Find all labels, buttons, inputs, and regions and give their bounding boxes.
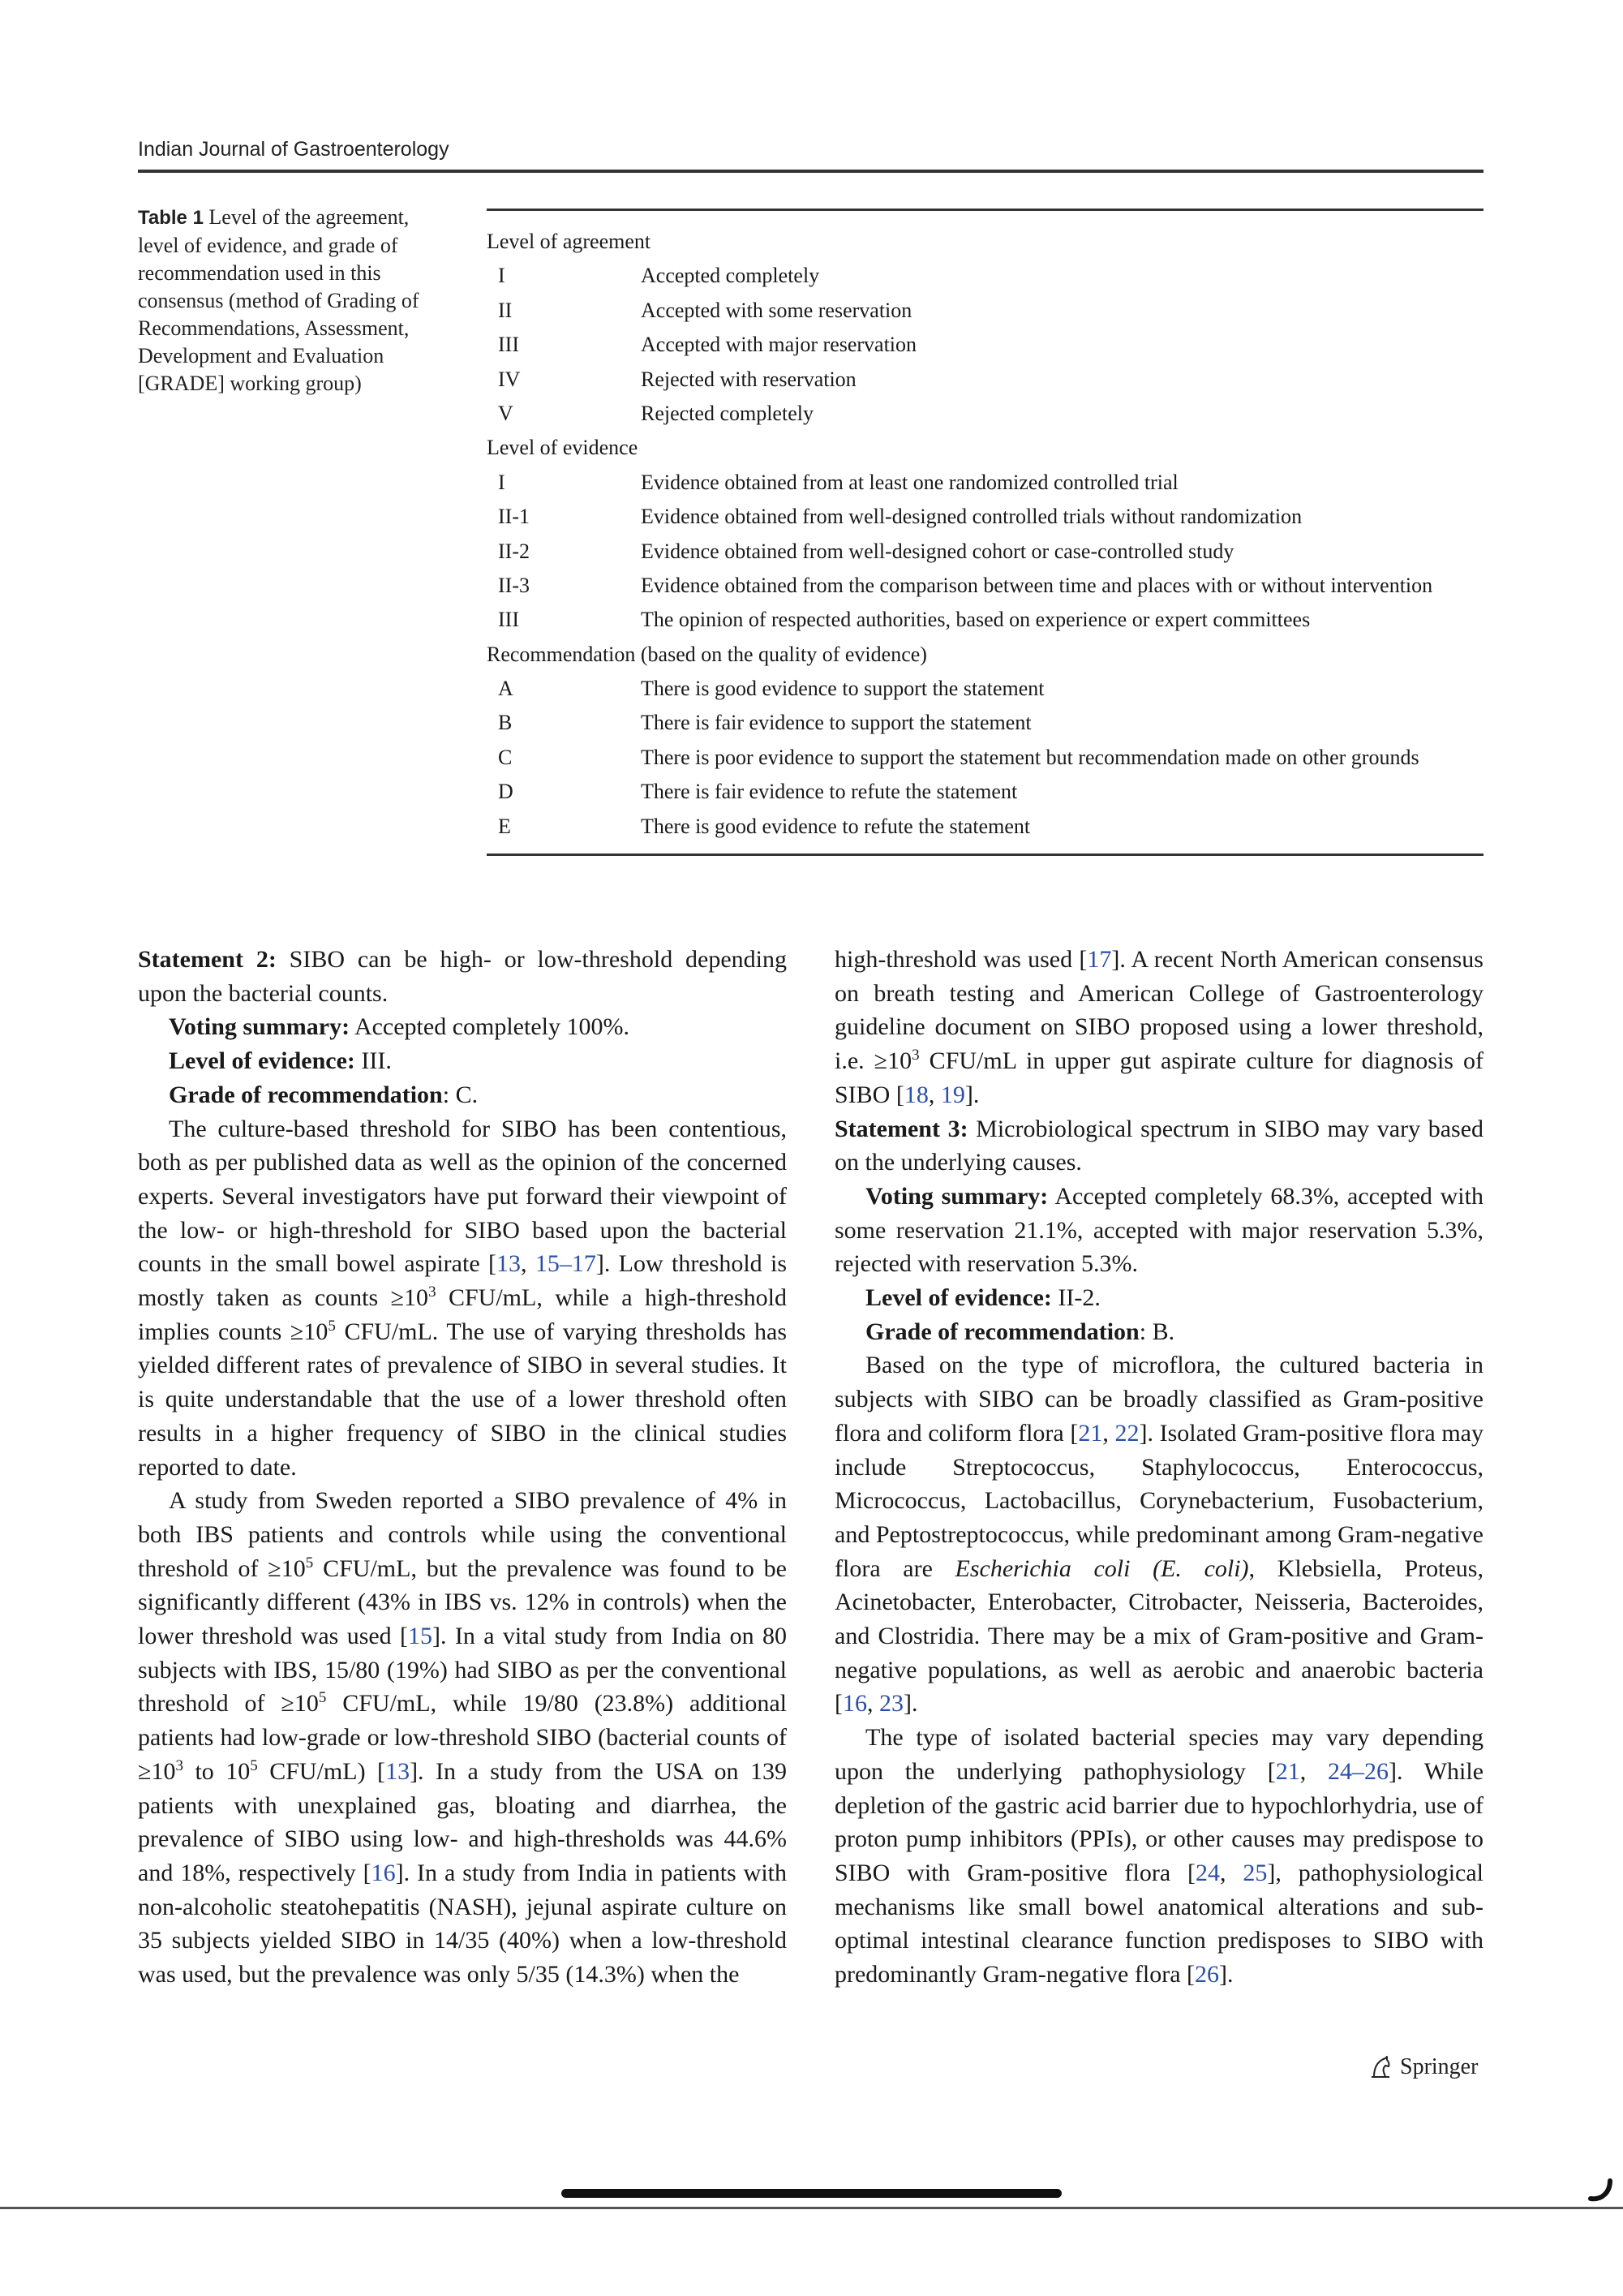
statement-text: SIBO can be high- or low-threshold depending upon the bacterial counts. (138, 946, 788, 1007)
text-run: CFU/mL) [ (257, 1757, 386, 1785)
citation-link[interactable]: 15–17 (535, 1250, 596, 1278)
body-paragraph (835, 1348, 1483, 1721)
bottom-rule (0, 2207, 1623, 2209)
table-row (487, 741, 1483, 775)
row-text: Evidence obtained from at least one randomized controlled trial (641, 470, 1179, 494)
right-column (835, 943, 1483, 1992)
row-text: The opinion of respected authorities, based on experience or expert committees (641, 608, 1311, 632)
table-row (487, 672, 1483, 706)
caption-line: recommendation used in this (138, 261, 381, 285)
publisher-mark (1368, 2054, 1478, 2080)
text-run: CFU/mL, but the prevalence was found to be significantly different (43% in IBS vs. 12% in controls) when the lower threshold was used [ (138, 1554, 787, 1650)
text-run: to 10 (182, 1757, 251, 1785)
grade-label: Grade of recommendation (865, 1318, 1140, 1345)
row-code: II-1 (498, 505, 530, 529)
text-run: ]. Isolated Gram-positive flora may include Streptococcus, Staphylococcus, Enterococcus, Micrococcus, Lactobacillus, Corynebacterium, Fusobacterium, and Peptostreptococcus, while predominant among Gram-negative flora are (835, 1419, 1483, 1582)
statement-label: Statement 2: (138, 946, 277, 973)
text-run: , (520, 1250, 535, 1278)
statement-label: Statement 3: (835, 1115, 968, 1142)
publisher-name: Springer (1400, 2054, 1479, 2079)
text-run: The type of isolated bacterial species may vary depending upon the underlying pathophysiology [ (835, 1724, 1483, 1785)
table-row (487, 259, 1483, 293)
text-run: , (928, 1081, 941, 1108)
citation-link[interactable]: 23 (879, 1690, 904, 1718)
table-row (487, 706, 1483, 740)
row-code: IV (498, 367, 521, 391)
citation-link[interactable]: 16 (371, 1859, 396, 1886)
row-code: II-3 (498, 573, 530, 597)
citation-link[interactable]: 25 (1243, 1859, 1268, 1886)
text-run: ]. (1219, 1961, 1234, 1989)
body-paragraph (138, 1112, 787, 1485)
row-text: There is poor evidence to support the statement but recommendation made on other grounds (641, 745, 1419, 769)
table-row (487, 810, 1483, 844)
voting-label: Voting summary: (169, 1013, 350, 1041)
voting-summary (835, 1180, 1483, 1281)
row-code: A (498, 677, 513, 701)
table-row (487, 500, 1483, 534)
row-text: There is fair evidence to refute the statement (641, 780, 1018, 804)
voting-label: Voting summary: (865, 1182, 1049, 1210)
grade-table (487, 209, 1483, 856)
statement-2 (138, 943, 787, 1010)
text-run: CFU/mL, while a high-threshold implies counts ≥10 (138, 1284, 787, 1345)
corner-curl-icon[interactable] (1586, 2174, 1618, 2207)
row-text: Rejected with reservation (641, 367, 857, 391)
row-code: E (498, 814, 511, 838)
citation-link[interactable]: 21 (1275, 1757, 1300, 1785)
grade-of-recommendation (138, 1078, 787, 1112)
text-run: ]. Low threshold is mostly taken as counts ≥10 (138, 1250, 788, 1312)
table-row (487, 603, 1483, 637)
level-of-evidence (138, 1044, 787, 1078)
text-run: , (1299, 1757, 1328, 1785)
section-level-of-evidence: Level of evidence (487, 436, 638, 460)
table-row (487, 775, 1483, 809)
row-text: Evidence obtained from well-designed controlled trials without randomization (641, 505, 1303, 529)
superscript: 5 (318, 1689, 327, 1707)
citation-link[interactable]: 18 (904, 1081, 929, 1108)
superscript: 5 (328, 1317, 336, 1335)
loe-text: III. (361, 1047, 392, 1075)
text-run: ]. While depletion of the gastric acid barrier due to hypochlorhydria, use of proton pump inhibitors (PPIs), or other causes may predispose to SIBO with Gram-positive flora [ (835, 1757, 1484, 1886)
row-text: Rejected completely (641, 401, 814, 425)
superscript: 3 (175, 1756, 183, 1774)
text-run: CFU/mL, while 19/80 (23.8%) additional patients had low-grade or low-threshold SIBO (bacterial counts of ≥10 (138, 1690, 788, 1785)
table-row (487, 328, 1483, 362)
voting-text: Accepted completely 100%. (354, 1013, 629, 1041)
citation-link[interactable]: 22 (1114, 1419, 1140, 1447)
superscript: 3 (912, 1047, 920, 1064)
text-run: The culture-based threshold for SIBO has been contentious, both as per published data as well as the opinion of the concerned experts. Several investigators have put forward their viewpoint of the low- or high-threshold for SIBO based upon the bacterial counts in the small bowel aspirate [ (138, 1115, 787, 1278)
grade-text: : C. (442, 1081, 479, 1108)
level-of-evidence (835, 1281, 1483, 1315)
italic-run: Escherichia coli (E. coli) (955, 1554, 1249, 1582)
table-bottom-rule (487, 853, 1483, 856)
text-run: ]. In a vital study from India on 80 subjects with IBS, 15/80 (19%) had SIBO as per the conventional threshold of ≥10 (138, 1623, 787, 1718)
row-text: Evidence obtained from well-designed cohort or case-controlled study (641, 539, 1234, 563)
text-run: CFU/mL in upper gut aspirate culture for diagnosis of SIBO [ (835, 1047, 1483, 1108)
row-text: Accepted with some reservation (641, 298, 912, 322)
citation-link[interactable]: 26 (1195, 1961, 1219, 1989)
row-text: Accepted completely (641, 264, 820, 288)
caption-line: Development and Evaluation (138, 344, 384, 368)
row-code: D (498, 780, 513, 804)
journal-title: Indian Journal of Gastroenterology (138, 138, 449, 161)
loe-label: Level of evidence: (169, 1047, 355, 1075)
row-text: There is good evidence to support the statement (641, 677, 1045, 701)
table-row (487, 397, 1483, 431)
superscript: 5 (305, 1554, 314, 1572)
row-text: Evidence obtained from the comparison between time and places with or without intervention (641, 573, 1433, 597)
text-run: ], pathophysiological mechanisms like small bowel anatomical alterations and sub-optimal intestinal clearance function predisposes to SIBO with predominantly Gram-negative flora [ (835, 1859, 1483, 1989)
body-paragraph (138, 1484, 787, 1992)
text-run: CFU/mL. The use of varying thresholds has yielded different rates of prevalence of SIBO in several studies. It is quite understandable that the use of a lower threshold often results in a higher frequency of SIBO in the clinical studies reported to date. (138, 1318, 787, 1481)
caption-line: Recommendations, Assessment, (138, 316, 410, 340)
row-text: There is fair evidence to support the statement (641, 711, 1032, 735)
home-indicator[interactable] (561, 2189, 1062, 2198)
loe-label: Level of evidence: (865, 1284, 1052, 1312)
row-code: C (498, 745, 513, 769)
text-run: ]. A recent North American consensus on breath testing and American College of Gastroenterology guideline document on SIBO proposed using a lower threshold, i.e. ≥10 (835, 946, 1483, 1075)
citation-link[interactable]: 13 (385, 1757, 410, 1785)
grade-of-recommendation (835, 1315, 1483, 1349)
grade-text: : B. (1139, 1318, 1175, 1345)
table-row (487, 363, 1483, 397)
caption-line: level of evidence, and grade of (138, 234, 398, 257)
row-code: I (498, 470, 505, 494)
table-label: Table 1 (138, 207, 204, 229)
springer-horse-icon (1368, 2054, 1393, 2080)
left-column (138, 943, 787, 1992)
grade-label: Grade of recommendation (169, 1081, 443, 1108)
superscript: 3 (428, 1283, 436, 1301)
row-code: II-2 (498, 539, 530, 563)
table-row (487, 569, 1483, 603)
voting-text: Accepted completely 68.3%, accepted with some reservation 21.1%, accepted with major reservation 5.3%, rejected with reservation 5.3%. (835, 1182, 1483, 1278)
text-run: high-threshold was used [ (835, 946, 1088, 973)
citation-link[interactable]: 19 (940, 1081, 965, 1108)
row-code: III (498, 333, 519, 357)
citation-link[interactable]: 21 (1078, 1419, 1103, 1447)
row-code: I (498, 264, 505, 288)
voting-summary (138, 1010, 787, 1044)
citation-link[interactable]: 15 (408, 1623, 433, 1650)
table-caption (138, 204, 446, 398)
header-rule (138, 170, 1483, 173)
statement-text: Microbiological spectrum in SIBO may vary based on the underlying causes. (835, 1115, 1484, 1176)
row-code: B (498, 711, 513, 735)
citation-link[interactable]: 24–26 (1327, 1757, 1389, 1785)
superscript: 5 (250, 1756, 258, 1774)
text-run: ]. In a study from India in patients with non-alcoholic steatohepatitis (NASH), jejunal aspirate culture on 35 subjects yielded SIBO in 14/35 (40%) when a low-threshold was used, but the prevalence was only 5/35 (14.3%) when the (138, 1859, 787, 1989)
section-recommendation: Recommendation (based on the quality of evidence) (487, 642, 927, 666)
text-run: , (867, 1690, 879, 1718)
table-row (487, 535, 1483, 569)
citation-link[interactable]: 16 (843, 1690, 867, 1718)
text-run: , (1102, 1419, 1115, 1447)
row-text: Accepted with major reservation (641, 333, 917, 357)
citation-link[interactable]: 13 (496, 1250, 521, 1278)
row-text: There is good evidence to refute the statement (641, 814, 1031, 838)
row-code: V (498, 401, 513, 425)
text-run: , (1220, 1859, 1243, 1886)
citation-link[interactable]: 24 (1196, 1859, 1220, 1886)
citation-link[interactable]: 17 (1087, 946, 1112, 973)
text-run: ]. (904, 1690, 918, 1718)
text-run: A study from Sweden reported a SIBO prevalence of 4% in both IBS patients and controls while using the conventional threshold of ≥10 (138, 1487, 787, 1582)
body-paragraph (835, 1721, 1483, 1992)
caption-line: Level of the agreement, (208, 205, 410, 229)
section-level-of-agreement: Level of agreement (487, 230, 651, 253)
loe-text: II-2. (1058, 1284, 1101, 1312)
text-run: ]. (964, 1081, 980, 1108)
body-paragraph (835, 943, 1483, 1112)
table-row (487, 294, 1483, 328)
text-run: Based on the type of microflora, the cultured bacteria in subjects with SIBO can be broadly classified as Gram-positive flora and coliform flora [ (835, 1352, 1483, 1447)
row-code: II (498, 298, 513, 322)
row-code: III (498, 608, 519, 632)
text-run: ]. In a study from the USA on 139 patients with unexplained gas, bloating and diarrhea, the prevalence of SIBO using low- and high-thresholds was 44.6% and 18%, respectively [ (138, 1757, 787, 1886)
statement-3 (835, 1112, 1483, 1180)
table-row (487, 466, 1483, 500)
table-top-rule (487, 209, 1483, 211)
caption-line: consensus (method of Grading of (138, 289, 419, 312)
caption-line: [GRADE] working group) (138, 372, 362, 395)
text-run: , Klebsiella, Proteus, Acinetobacter, Enterobacter, Citrobacter, Neisseria, Bacteroides, and Clostridia. There may be a mix of Gram-positive and Gram-negative populations, as well as aerobic and anaerobic bacteria [ (835, 1554, 1483, 1718)
